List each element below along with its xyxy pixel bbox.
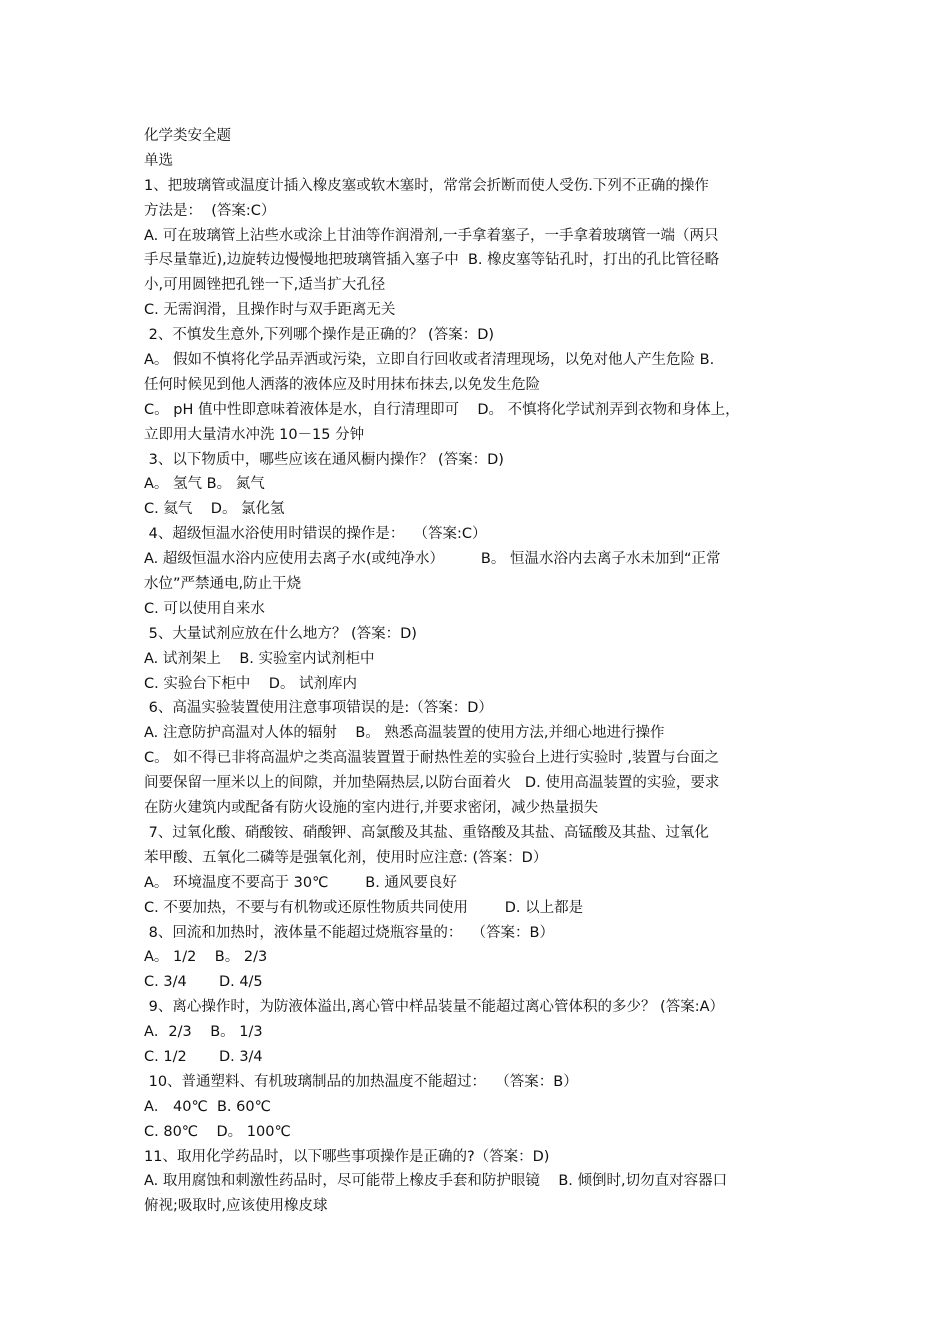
option-text: A。 假如不慎将化学品弄洒或污染，立即自行回收或者清理现场，以免对他人产生危险 B. <box>144 352 715 369</box>
question-text: 1、把玻璃管或温度计插入橡皮塞或软木塞时，常常会折断而使人受伤.下列不正确的操作 <box>144 177 709 194</box>
option-text: 手尽量靠近),边旋转边慢慢地把玻璃管插入塞子中 B. 橡皮塞等钻孔时，打出的孔比管径略 <box>144 252 720 269</box>
option-text: C. 不要加热，不要与有机物或还原性物质共同使用 D. 以上都是 <box>144 899 584 916</box>
question-text: 7、过氧化酸、硝酸铵、硝酸钾、高氯酸及其盐、重铬酸及其盐、高锰酸及其盐、过氧化 <box>144 824 709 841</box>
option-text: 间要保留一厘米以上的间隙，并加垫隔热层,以防台面着火 D. 使用高温装置的实验，要求 <box>144 775 720 792</box>
option-text: A. 超级恒温水浴内应使用去离子水(或纯净水） B。 恒温水浴内去离子水未加到“正常 <box>144 551 721 568</box>
option-text: C. 80℃ D。 100℃ <box>144 1123 291 1140</box>
question-text: 6、高温实验装置使用注意事项错误的是:（答案：D） <box>144 700 493 717</box>
option-text: C. 可以使用自来水 <box>144 600 265 617</box>
option-text: A. 试剂架上 B. 实验室内试剂柜中 <box>144 650 375 667</box>
question-text: 2、不慎发生意外,下列哪个操作是正确的？ (答案：D) <box>144 327 495 344</box>
option-text: 俯视;吸取时,应该使用橡皮球 <box>144 1198 328 1215</box>
section-heading: 单选 <box>144 152 173 169</box>
question-text: 苯甲酸、五氧化二磷等是强氧化剂，使用时应注意: (答案：D） <box>144 849 548 866</box>
question-text: 方法是： (答案:C） <box>144 202 276 219</box>
option-text: C. 无需润滑，且操作时与双手距离无关 <box>144 302 396 319</box>
question-text: 4、超级恒温水浴使用时错误的操作是： （答案:C） <box>144 526 487 543</box>
option-text: C. 1/2 D. 3/4 <box>144 1048 263 1065</box>
question-text: 3、以下物质中，哪些应该在通风橱内操作？ (答案：D) <box>144 451 504 468</box>
document-body <box>144 124 816 1219</box>
question-text: 5、大量试剂应放在什么地方？ (答案：D) <box>144 625 417 642</box>
option-text: A． 40℃ B. 60℃ <box>144 1098 271 1115</box>
option-text: 立即用大量清水冲洗 10－15 分钟 <box>144 426 365 443</box>
option-text: C. 3/4 D. 4/5 <box>144 974 263 991</box>
question-text: 8、回流和加热时，液体量不能超过烧瓶容量的： （答案：B） <box>144 924 554 941</box>
doc-title: 化学类安全题 <box>144 128 231 144</box>
question-text: 9、离心操作时，为防液体溢出,离心管中样品装量不能超过离心管体积的多少？ (答案:A） <box>144 999 725 1016</box>
option-text: A。 环境温度不要高于 30℃ B. 通风要良好 <box>144 874 457 891</box>
option-text: A. 注意防护高温对人体的辐射 B。 熟悉高温装置的使用方法,并细心地进行操作 <box>144 725 665 742</box>
option-text: C。 pH 值中性即意味着液体是水，自行清理即可 D。 不慎将化学试剂弄到衣物和身体上， <box>144 401 740 418</box>
option-text: 在防火建筑内或配备有防火设施的室内进行,并要求密闭，减少热量损失 <box>144 800 599 817</box>
option-text: C. 实验台下柜中 D。 试剂库内 <box>144 675 358 692</box>
option-text: C. 氦气 D。 氯化氢 <box>144 501 285 518</box>
option-text: C。 如不得已非将高温炉之类高温装置置于耐热性差的实验台上进行实验时 ,装置与台面之 <box>144 750 719 767</box>
option-text: A。 1/2 B。 2/3 <box>144 949 268 966</box>
option-text: 小,可用圆锉把孔锉一下,适当扩大孔径 <box>144 277 386 294</box>
option-text: 任何时候见到他人洒落的液体应及时用抹布抹去,以免发生危险 <box>144 376 541 393</box>
option-text: 水位”严禁通电,防止干烧 <box>144 576 302 593</box>
question-text: 10、普通塑料、有机玻璃制品的加热温度不能超过： （答案：B） <box>144 1073 578 1090</box>
option-text: A。 氢气 B。 氮气 <box>144 476 265 493</box>
question-text: 11、取用化学药品时，以下哪些事项操作是正确的?（答案：D) <box>144 1148 550 1165</box>
option-text: A. 可在玻璃管上沾些水或涂上甘油等作润滑剂,一手拿着塞子，一手拿着玻璃管一端（两只 <box>144 227 719 244</box>
option-text: A. 取用腐蚀和刺激性药品时，尽可能带上橡皮手套和防护眼镜 B. 倾倒时,切勿直对容器口 <box>144 1173 728 1190</box>
option-text: A．2/3 B。 1/3 <box>144 1024 263 1041</box>
